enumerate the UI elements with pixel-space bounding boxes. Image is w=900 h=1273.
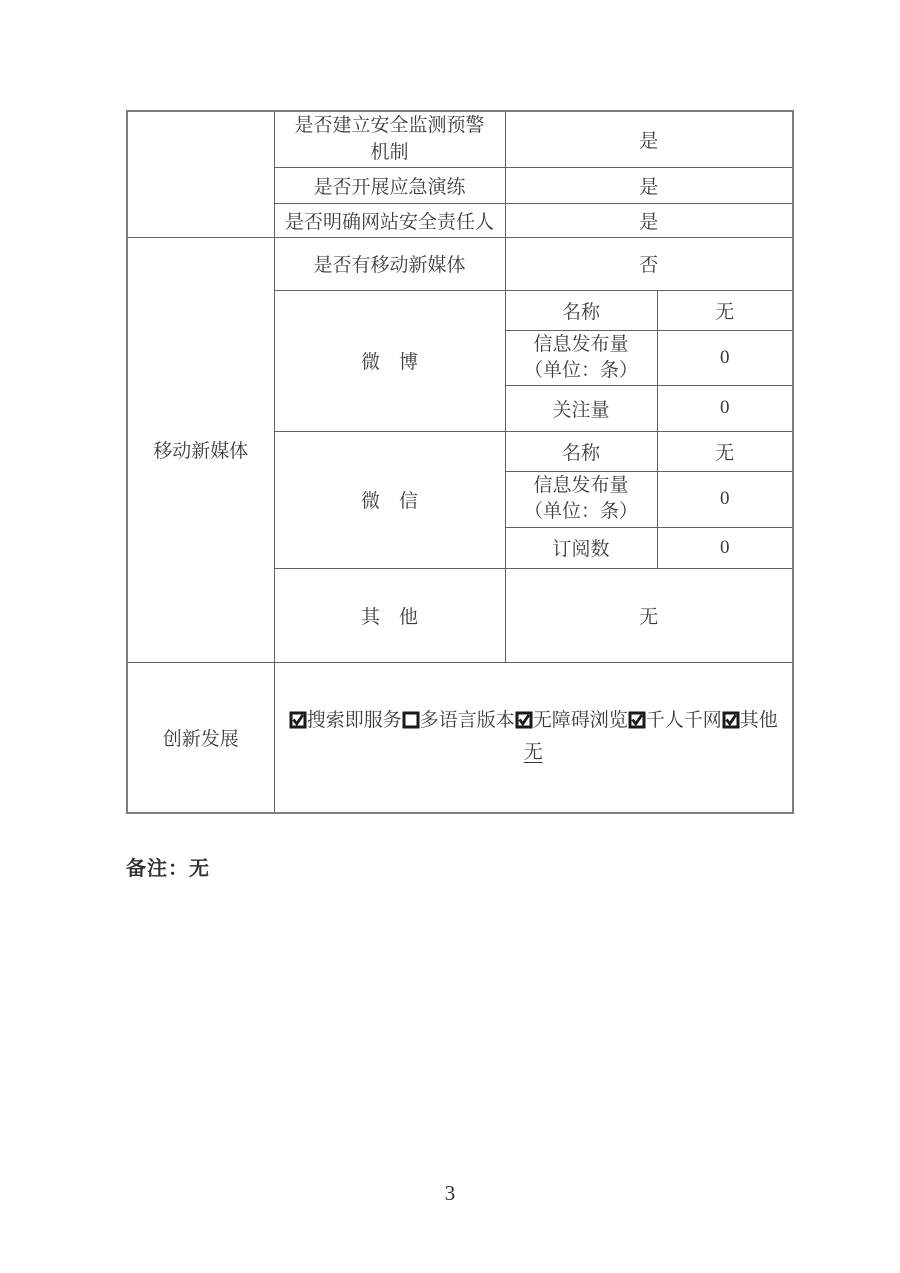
checkbox-icon: [722, 711, 740, 729]
checkbox-icon: [289, 711, 307, 729]
checkbox-qianren-qianwang: [628, 710, 722, 731]
checkbox-label: 无障碍浏览: [532, 710, 628, 732]
remark-value: 无: [189, 858, 210, 880]
report-table: [126, 110, 794, 814]
label-line: （单位：条）: [523, 359, 638, 381]
remark: [126, 852, 210, 881]
answer-has-mobile-media: 否: [505, 237, 793, 290]
label-line: 信息发布量: [533, 475, 629, 496]
wechat-name-label: 名称: [505, 431, 657, 471]
question-line: 是否建立安全监测预警: [294, 115, 485, 137]
wechat-posts-label: [505, 471, 657, 527]
weibo-followers-label: 关注量: [505, 385, 657, 431]
weibo-posts-value: 0: [657, 330, 793, 385]
question-emergency-drill: 是否开展应急演练: [274, 167, 505, 203]
remark-label: 备注：: [126, 858, 189, 880]
wechat-subscribers-value: 0: [657, 527, 793, 568]
wechat-header-cell: 微 信: [274, 431, 505, 568]
innovation-options-cell: [274, 662, 793, 813]
wechat-posts-value: 0: [657, 471, 793, 527]
checkbox-accessibility: [515, 710, 628, 731]
checkbox-label: 其他: [739, 710, 778, 732]
question-has-mobile-media: 是否有移动新媒体: [274, 237, 505, 290]
checkbox-multilingual: [402, 710, 515, 731]
weibo-header-cell: 微 博: [274, 290, 505, 431]
checkbox-label: 多语言版本: [419, 710, 515, 732]
page-number: 3: [444, 1181, 456, 1205]
innovation-checkbox-line: [275, 705, 793, 737]
checkbox-other: [722, 710, 778, 731]
label-line: 信息发布量: [533, 333, 629, 355]
weibo-posts-label: [505, 330, 657, 385]
innovation-other-value: 无: [523, 742, 543, 764]
question-security-warning-mechanism: [274, 111, 505, 167]
weibo-name-label: 名称: [505, 290, 657, 330]
answer-security-warning-mechanism: 是: [505, 111, 793, 167]
section-header-mobile-media: 移动新媒体: [127, 237, 274, 662]
other-media-label: 其 他: [274, 568, 505, 662]
label-line: （单位：条）: [523, 501, 638, 522]
answer-security-responsible-person: 是: [505, 203, 793, 237]
checkbox-label: 搜索即服务: [306, 710, 402, 732]
section-header-empty-cell: [127, 111, 274, 237]
checkbox-icon: [402, 711, 420, 729]
checkbox-icon: [515, 711, 533, 729]
wechat-subscribers-label: 订阅数: [505, 527, 657, 568]
weibo-name-value: 无: [657, 290, 793, 330]
answer-emergency-drill: 是: [505, 167, 793, 203]
innovation-other-line: [275, 737, 793, 769]
question-security-responsible-person: 是否明确网站安全责任人: [274, 203, 505, 237]
weibo-followers-value: 0: [657, 385, 793, 431]
section-header-innovation: 创新发展: [127, 662, 274, 813]
question-line: 机制: [370, 142, 409, 164]
wechat-name-value: 无: [657, 431, 793, 471]
checkbox-label: 千人千网: [645, 710, 722, 732]
checkbox-icon: [628, 711, 646, 729]
checkbox-search-as-service: [289, 710, 402, 731]
other-media-value: 无: [505, 568, 793, 662]
